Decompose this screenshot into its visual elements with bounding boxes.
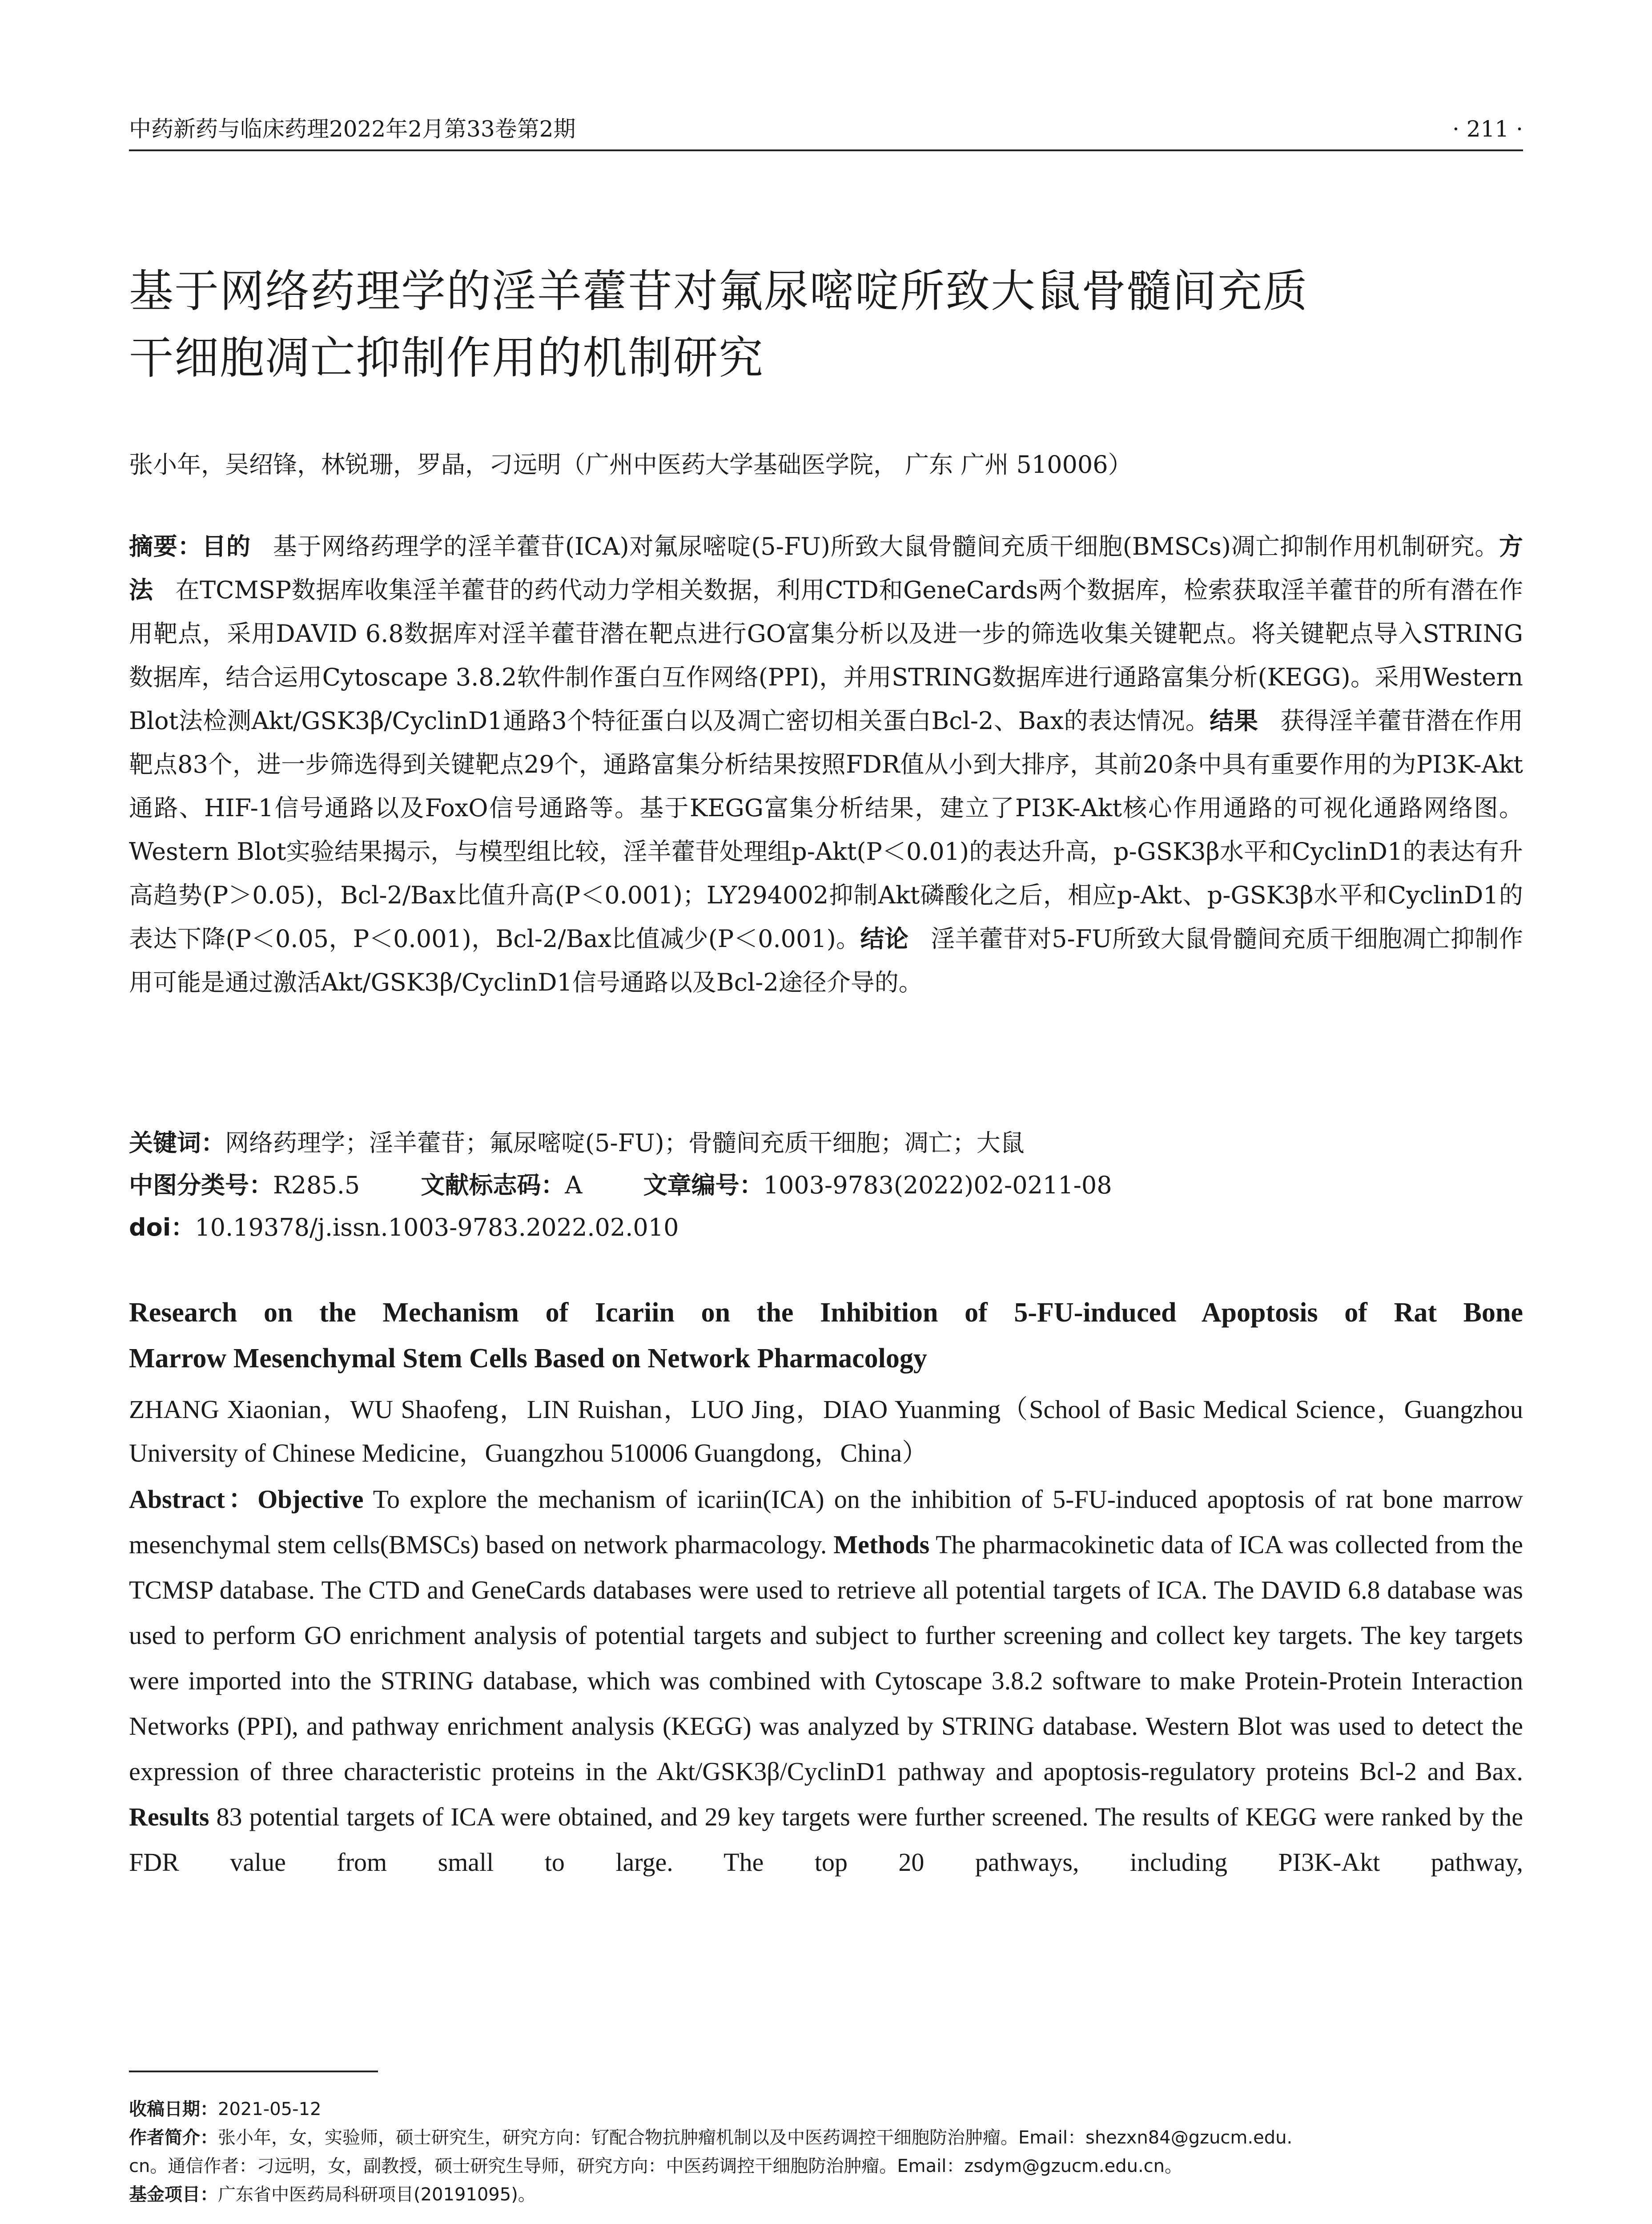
footnotes xyxy=(129,2095,1523,2209)
objective-text: 基于网络药理学的淫羊藿苷(ICA)对氟尿嘧啶(5-FU)所致大鼠骨髓间充质干细胞(BMSCs)凋亡抑制作用机制研究。 xyxy=(273,532,1499,560)
english-title xyxy=(129,1290,1523,1382)
classification-line xyxy=(129,1165,1523,1205)
keywords-label: 关键词： xyxy=(129,1129,225,1157)
english-title-line-2: Marrow Mesenchymal Stem Cells Based on Network Pharmacology xyxy=(129,1343,927,1374)
title-line-1: 基于网络药理学的淫羊藿苷对氟尿嘧啶所致大鼠骨髓间充质 xyxy=(129,265,1308,317)
paper-page xyxy=(129,0,1523,2224)
abstract-label: 摘要： xyxy=(129,532,202,560)
results-label: 结果 xyxy=(1210,707,1258,735)
footnote-rule xyxy=(129,2071,378,2072)
english-authors: ZHANG Xiaonian，WU Shaofeng，LIN Ruishan，LUO Jing，DIAO Yuanming（School of Basic Medical Science，Guangzhou University of Chinese Medicine，Guangzhou 510006 Guangdong，China） xyxy=(129,1395,1523,1467)
clc-label: 中图分类号： xyxy=(129,1171,273,1199)
conclusion-text: 淫羊藿苷对5-FU所致大鼠骨髓间充质干细胞凋亡抑制作用可能是通过激活Akt/GSK3β/CyclinD1信号通路以及Bcl-2途径介导的。 xyxy=(129,925,1523,996)
doc-code-label: 文献标志码： xyxy=(421,1171,565,1199)
clc-value: R285.5 xyxy=(273,1171,360,1199)
fund-value: 广东省中医药局科研项目(20191095)。 xyxy=(218,2184,536,2205)
en-methods-label: Methods xyxy=(833,1530,930,1559)
methods-text: 在TCMSP数据库收集淫羊藿苷的药代动力学相关数据，利用CTD和GeneCards两个数据库，检索获取淫羊藿苷的所有潜在作用靶点，采用DAVID 6.8数据库对淫羊藿苷潜在靶点进行GO富集分析以及进一步的筛选收集关键靶点。将关键靶点导入STRING数据库，结合运用Cytoscape 3.8.2软件制作蛋白互作网络(PPI)，并用STRING数据库进行通路富集分析(KEGG)。采用Western Blot法检测Akt/GSK3β/CyclinD1通路3个特征蛋白以及凋亡密切相关蛋白Bcl-2、Bax的表达情况。 xyxy=(129,576,1523,735)
en-objective-label: Objective xyxy=(257,1485,364,1514)
author-bio-line-1: 张小年，女，实验师，硕士研究生，研究方向：钌配合物抗肿瘤机制以及中医药调控干细胞防治肿瘤。Email：shezxn84@gzucm.edu. xyxy=(218,2127,1293,2148)
fund-label: 基金项目： xyxy=(129,2184,218,2205)
results-text: 获得淫羊藿苷潜在作用靶点83个，进一步筛选得到关键靶点29个，通路富集分析结果按照FDR值从小到大排序，其前20条中具有重要作用的为PI3K-Akt通路、HIF-1信号通路以及FoxO信号通路等。基于KEGG富集分析结果，建立了PI3K-Akt核心作用通路的可视化通路网络图。Western Blot实验结果揭示，与模型组比较，淫羊藿苷处理组p-Akt(P＜0.01)的表达升高，p-GSK3β水平和CyclinD1的表达有升高趋势(P＞0.05)，Bcl-2/Bax比值升高(P＜0.001)；LY294002抑制Akt磷酸化之后，相应p-Akt、p-GSK3β水平和CyclinD1的表达下降(P＜0.05，P＜0.001)，Bcl-2/Bax比值减少(P＜0.001)。 xyxy=(129,707,1523,953)
conclusion-label: 结论 xyxy=(860,925,909,953)
received-label: 收稿日期： xyxy=(129,2099,218,2119)
english-abstract xyxy=(129,1477,1523,1885)
english-title-line-1: Research on the Mechanism of Icariin on the Inhibition of 5-FU-induced Apoptosis of Rat Bone xyxy=(129,1297,1523,1328)
en-results-label: Results xyxy=(129,1802,209,1831)
article-title xyxy=(129,258,1523,391)
article-number-label: 文章编号： xyxy=(643,1171,764,1199)
doi-label: doi： xyxy=(129,1213,195,1241)
en-objective-text: To explore the mechanism of icariin(ICA) on the inhibition of 5-FU-induced apoptosis of rat bone marrow mesenchymal stem cells(BMSCs) based on network pharmacology. xyxy=(129,1485,1523,1559)
title-line-2: 干细胞凋亡抑制作用的机制研究 xyxy=(129,332,764,384)
en-methods-text: The pharmacokinetic data of ICA was collected from the TCMSP database. The CTD and GeneCards databases were used to retrieve all potential targets of ICA. The DAVID 6.8 database was used to perform GO enrichment analysis of potential targets and subject to further screening and collect key targets. The key targets were imported into the STRING database, which was combined with Cytoscape 3.8.2 software to make Protein-Protein Interaction Networks (PPI), and pathway enrichment analysis (KEGG) was analyzed by STRING database. Western Blot was used to detect the expression of three characteristic proteins in the Akt/GSK3β/CyclinD1 pathway and apoptosis-regulatory proteins Bcl-2 and Bax. xyxy=(129,1530,1523,1786)
doi-value: 10.19378/j.issn.1003-9783.2022.02.010 xyxy=(195,1213,679,1241)
journal-name: 中药新药与临床药理2022年2月第33卷第2期 xyxy=(129,116,576,142)
chinese-abstract xyxy=(129,525,1523,1004)
running-header xyxy=(129,111,1523,147)
author-affiliation: 张小年，吴绍锋，林锐珊，罗晶，刁远明（广州中医药大学基础医学院， 广东 广州 510006） xyxy=(129,451,1132,479)
keywords-value: 网络药理学；淫羊藿苷；氟尿嘧啶(5-FU)；骨髓间充质干细胞；凋亡；大鼠 xyxy=(225,1129,1025,1157)
author-bio-line-2: cn。通信作者：刁远明，女，副教授，硕士研究生导师，研究方向：中医药调控干细胞防治肿瘤。Email：zsdym@gzucm.edu.cn。 xyxy=(129,2156,1183,2176)
author-bio-label: 作者简介： xyxy=(129,2127,218,2148)
article-number-value: 1003-9783(2022)02-0211-08 xyxy=(763,1171,1112,1199)
page-number: · 211 · xyxy=(1452,116,1523,142)
en-abstract-label: Abstract： xyxy=(129,1485,258,1514)
objective-label: 目的 xyxy=(202,532,251,560)
header-rule xyxy=(129,149,1523,151)
en-results-text: 83 potential targets of ICA were obtained, and 29 key targets were further screened. The results of KEGG were ranked by the FDR value from small to large. The top 20 pathways, including PI3K-Akt pathway, xyxy=(129,1802,1523,1877)
received-date: 2021-05-12 xyxy=(218,2099,322,2119)
methods-label: 方法 xyxy=(129,532,1523,604)
keywords xyxy=(129,1123,1523,1163)
doc-code-value: A xyxy=(565,1171,583,1199)
doi-line xyxy=(129,1208,1523,1248)
